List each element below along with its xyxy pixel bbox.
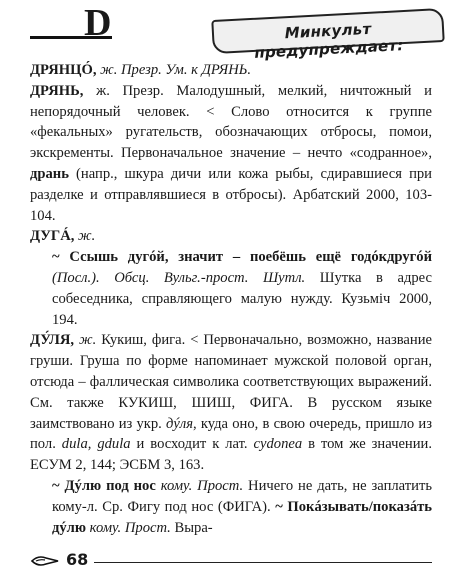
entry-text: Шутка в адрес собеседника, справляющего малую нужду. Кузьміч 2000, 194. xyxy=(52,269,432,328)
phrase: ~ Дýлю под нос xyxy=(52,477,156,494)
headword: ДРЯНЬ, xyxy=(30,82,84,99)
section-letter: D xyxy=(84,2,112,44)
entry-duga xyxy=(30,226,432,247)
entry-duga-phrase xyxy=(30,247,432,330)
entry-dryan xyxy=(30,81,432,227)
footer-rule xyxy=(94,562,432,563)
entry-text: (напр., шкура дичи или кожа рыбы, сдиравшиеся при разделке и отправлявшиеся в отбросы). Арбатский 2000, 103-104. xyxy=(30,165,432,224)
entry-text: ж. xyxy=(74,228,96,245)
entry-italic: дýля xyxy=(166,415,194,432)
phrase-labels: кому. Прост. xyxy=(86,519,171,536)
page-header xyxy=(0,0,452,62)
phrase: ~ Ссышь дугóй, значит – поебёшь ещё годóкдругóй xyxy=(52,249,432,266)
entry-bold-term: дрань xyxy=(30,165,69,182)
entry-text: Ничего не дать, не заплатить кому-л. Ср. Фигу под нос (ФИГА). xyxy=(52,477,433,515)
headword: ДРЯНЦÓ, xyxy=(30,62,97,78)
phrase-tilde: ~ xyxy=(275,498,283,515)
banner-text: Минкульт предупреждает: xyxy=(253,19,404,62)
phrase-labels: (Посл.). Обсц. Вульг.-прост. Шутл. xyxy=(52,269,306,286)
entry-text: ж. Презр. Малодушный, мелкий, ничтожный и непорядочный человек. < Слово относится к группе «фекальных» ругательств, обозначающих отбросы, помои, экскременты. Первоначальное значение – нечто «содранное», xyxy=(30,82,432,162)
entry-dulya-phrase1 xyxy=(30,476,432,538)
entry-dulya xyxy=(30,330,432,476)
entry-text: Выра- xyxy=(170,519,213,536)
headword: ДУ́ЛЯ, xyxy=(30,332,75,349)
header-banner xyxy=(211,8,444,62)
headword: ДУГÁ, xyxy=(30,228,75,245)
dictionary-text xyxy=(30,60,432,538)
entry-label: ж. xyxy=(74,332,102,349)
entry-text: в том же значении. ЕСУМ 2, 144; ЭСБМ 3, 163. xyxy=(30,436,433,474)
entry-text: ж. Презр. Ум. к ДРЯНЬ. xyxy=(96,62,252,78)
entry-text: и восходит к лат. xyxy=(130,436,254,453)
pen-nib-icon xyxy=(30,554,60,568)
entry-italic: dula, gdula xyxy=(61,436,131,453)
phrase-labels: кому. Прост. xyxy=(155,477,244,494)
entry-text: Кукиш, фига. < Первоначально, возможно, название груши. Груша по форме напоминает мужской половой орган, отсюда – фаллическая символика соответствующих выражений. См. также КУКИШ, ШИШ, ФИГА. В русском языке заимствовано из укр. xyxy=(30,332,432,432)
page-number: 68 xyxy=(66,550,89,569)
phrase: Покáзывать/показáть дýлю xyxy=(52,498,432,536)
entry-dryantso xyxy=(30,60,432,81)
entry-italic: cydonea xyxy=(253,436,303,453)
entry-text: , куда оно, в свою очередь, пришло из пол. xyxy=(30,415,432,453)
page-footer xyxy=(0,548,452,578)
